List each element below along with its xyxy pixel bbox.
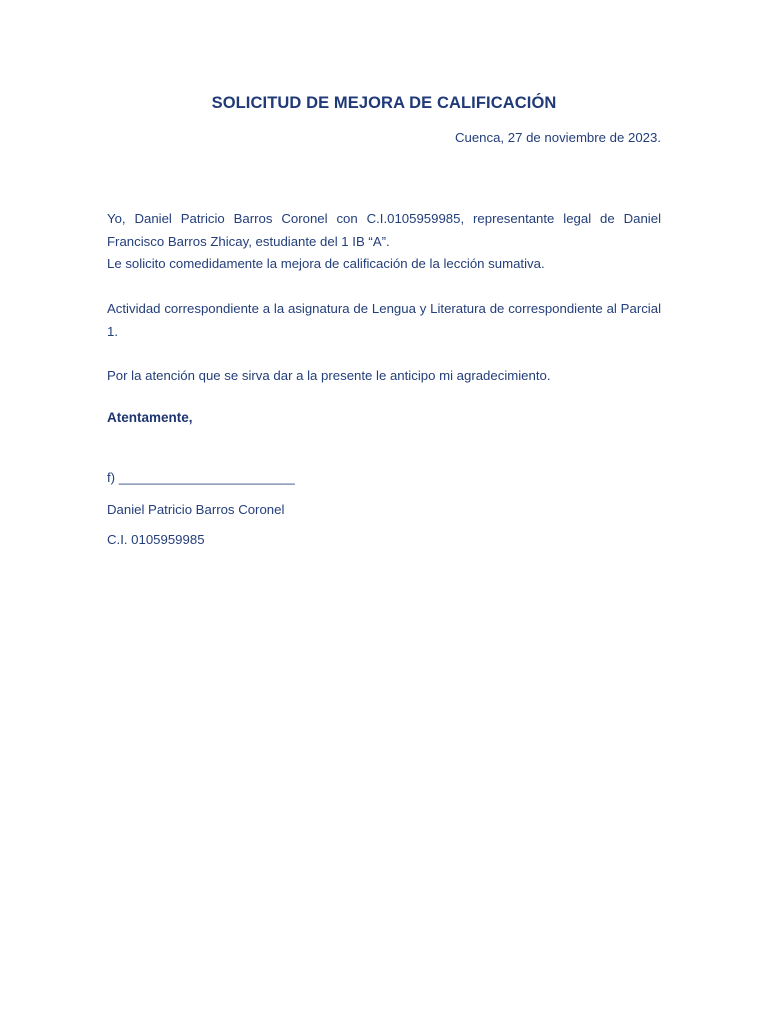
body-paragraph-3: Por la atención que se sirva dar a la presente le anticipo mi agradecimiento. <box>107 368 551 383</box>
signature-line: f) ________________________ <box>107 470 295 485</box>
body-paragraph-1 <box>107 208 661 276</box>
body-paragraph-2: Actividad correspondiente a la asignatura de Lengua y Literatura de correspondiente al Parcial 1. <box>107 301 661 339</box>
body-paragraph-1-line-2: Le solicito comedidamente la mejora de calificación de la lección sumativa. <box>107 256 545 271</box>
date-line: Cuenca, 27 de noviembre de 2023. <box>454 130 661 145</box>
signature-name: Daniel Patricio Barros Coronel <box>107 502 285 517</box>
closing-salutation: Atentamente, <box>107 410 193 425</box>
body-paragraph-1-line-1: Yo, Daniel Patricio Barros Coronel con C.I.0105959985, representante legal de Daniel Francisco Barros Zhicay, estudiante del 1 IB “A”. <box>107 211 661 249</box>
document-title: SOLICITUD DE MEJORA DE CALIFICACIÓN <box>211 94 557 112</box>
signature-id: C.I. 0105959985 <box>107 532 205 547</box>
